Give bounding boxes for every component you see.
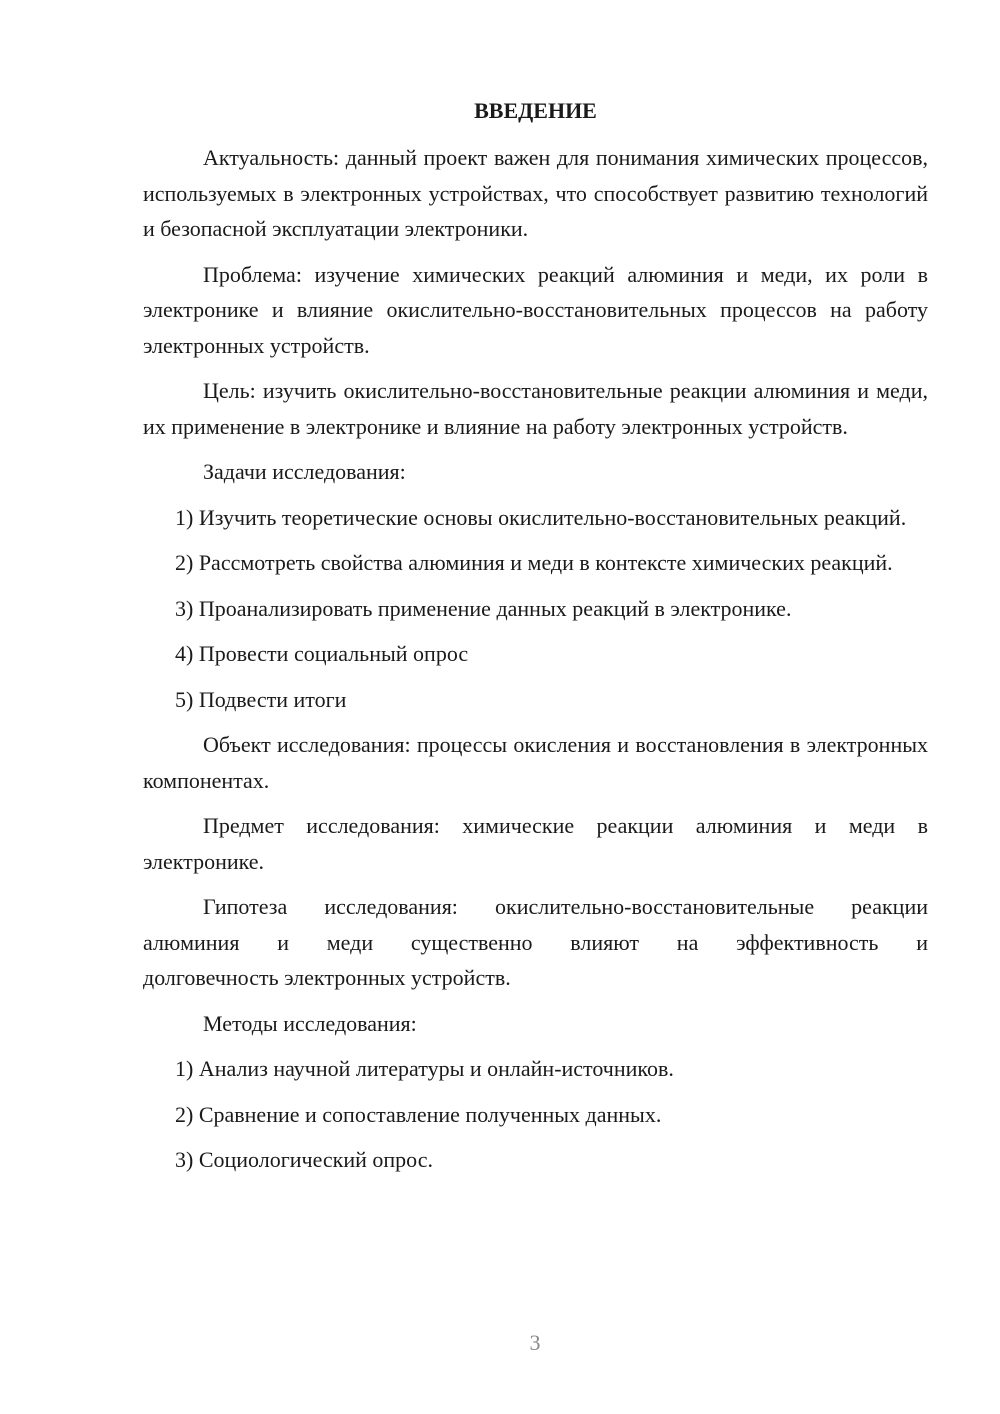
page-number: 3	[529, 1330, 541, 1355]
object-paragraph: Объект исследования: процессы окисления и восстановления в электронных компонентах.	[143, 732, 928, 793]
task-item-3: 3) Проанализировать применение данных реакций в электронике.	[175, 595, 792, 621]
task-item-2: 2) Рассмотреть свойства алюминия и меди в контексте химических реакций.	[175, 550, 893, 575]
relevance-paragraph: Актуальность: данный проект важен для понимания химических процессов, используемых в электронных устройствах, что способствует развитию технологий и безопасной эксплуатации электроники.	[143, 145, 928, 241]
subject-paragraph: Предмет исследования: химические реакции алюминия и меди в электронике.	[143, 813, 928, 874]
methods-heading: Методы исследования:	[203, 1010, 417, 1036]
task-item-1: 1) Изучить теоретические основы окислительно-восстановительных реакций.	[175, 504, 907, 530]
hypothesis-line-2: алюминия и меди существенно влияют на эффективность и	[143, 929, 928, 955]
page-title: ВВЕДЕНИЕ	[474, 98, 597, 123]
task-item-4: 4) Провести социальный опрос	[175, 641, 469, 666]
hypothesis-paragraph	[143, 889, 928, 996]
method-item-1: 1) Анализ научной литературы и онлайн-источников.	[175, 1056, 674, 1081]
tasks-heading: Задачи исследования:	[203, 459, 406, 484]
problem-paragraph: Проблема: изучение химических реакций алюминия и меди, их роли в электронике и влияние окислительно-восстановительных процессов на работу электронных устройств.	[143, 261, 928, 358]
goal-paragraph: Цель: изучить окислительно-восстановительные реакции алюминия и меди, их применение в электронике и влияние на работу электронных устройств.	[143, 378, 928, 439]
document-page	[143, 94, 928, 1188]
task-item-5: 5) Подвести итоги	[175, 686, 347, 712]
method-item-2: 2) Сравнение и сопоставление полученных данных.	[175, 1101, 662, 1127]
hypothesis-line-3: долговечность электронных устройств.	[143, 965, 511, 990]
hypothesis-line-1: Гипотеза исследования: окислительно-восстановительные реакции	[203, 894, 928, 919]
method-item-3: 3) Социологический опрос.	[175, 1147, 433, 1172]
